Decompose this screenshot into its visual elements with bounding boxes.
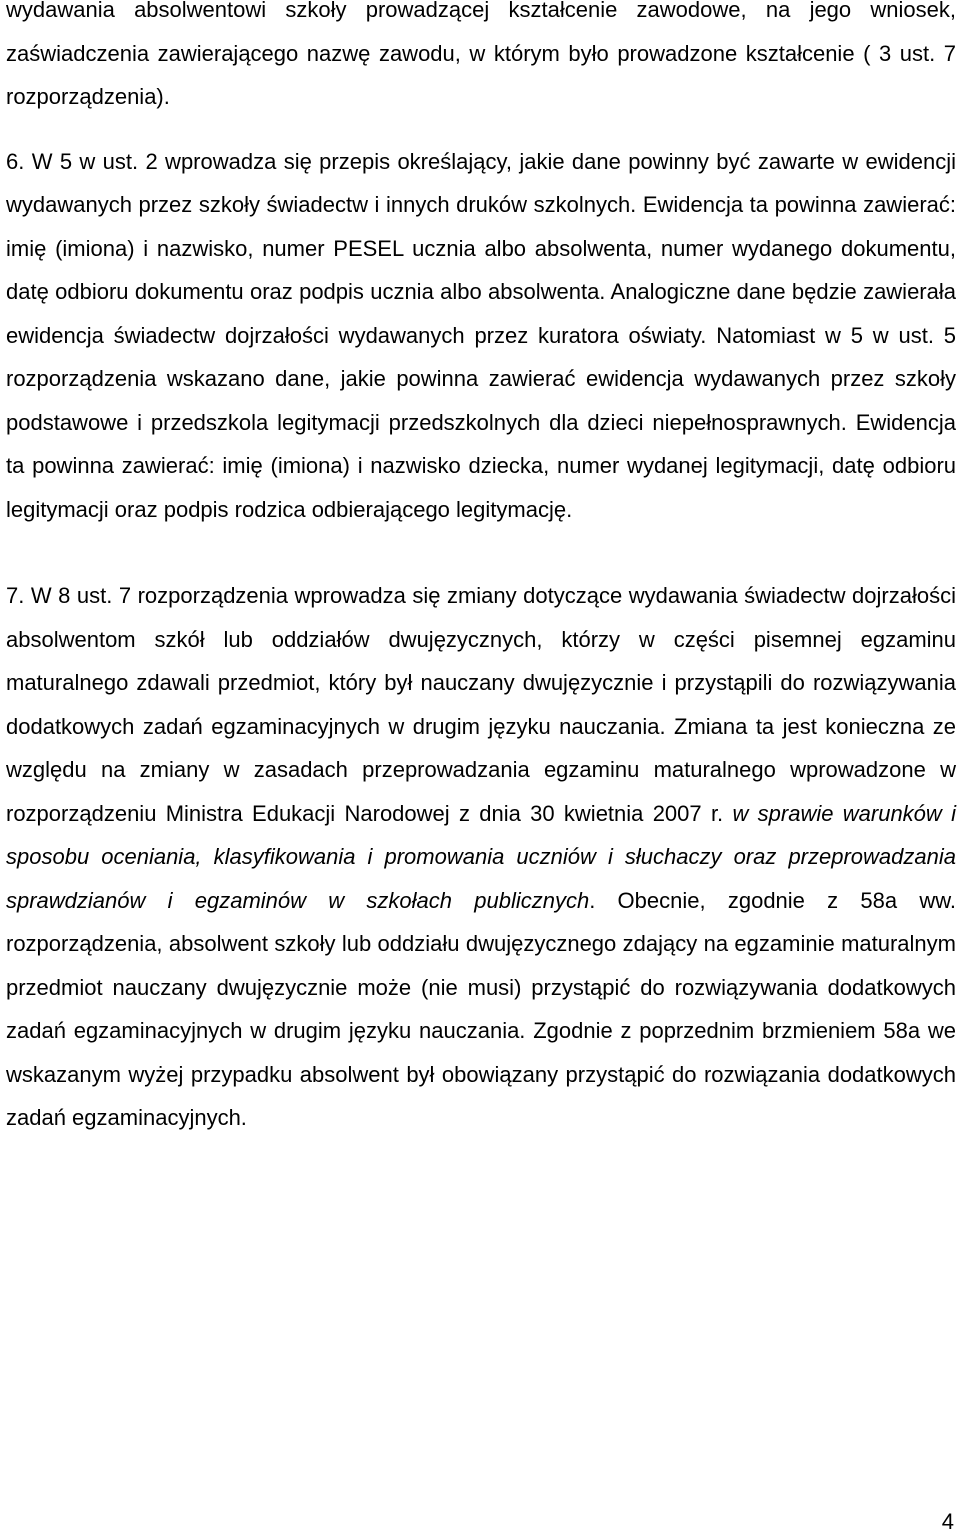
paragraph-7-text-end: . Obecnie, zgodnie z 58a ww. rozporządzenia, absolwent szkoły lub oddziału dwujęzycznego zdający na egzaminie maturalnym przedmiot nauczany dwujęzycznie może (nie musi) przystąpić do rozwiązywania dodatkowych zadań egzaminacyjnych w drugim języku nauczania. Zgodnie z poprzednim brzmieniem 58a we wskazanym wyżej przypadku absolwent był obowiązany przystąpić do rozwiązania dodatkowych zadań egzaminacyjnych. bbox=[6, 887, 957, 1130]
page-number: 4 bbox=[941, 1509, 954, 1534]
regulation-title-italic: w sprawie warunków i sposobu oceniania, klasyfikowania i promowania uczniów i słuchaczy oraz przeprowadzania sprawdzianów i egzaminów w szkołach publicznych bbox=[6, 800, 956, 913]
paragraph-7-text-start: 7. W 8 ust. 7 rozporządzenia wprowadza się zmiany dotyczące wydawania świadectw dojrzałości absolwentom szkół lub oddziałów dwujęzycznych, którzy w części pisemnej egzaminu maturalnego zdawali przedmiot, który był nauczany dwujęzycznie i przystąpili do rozwiązywania dodatkowych zadań egzaminacyjnych w drugim języku nauczania. Zmiana ta jest konieczna ze względu na zmiany w zasadach przeprowadzania egzaminu maturalnego wprowadzone w rozporządzeniu Ministra Edukacji Narodowej z dnia 30 kwietnia 2007 r. bbox=[6, 583, 956, 826]
paragraph-continued: wydawania absolwentowi szkoły prowadzącej kształcenie zawodowe, na jego wniosek, zaświadczenia zawierającego nazwę zawodu, w którym było prowadzone kształcenie ( 3 ust. 7 rozporządzenia). bbox=[6, 0, 956, 109]
paragraph-6: 6. W 5 w ust. 2 wprowadza się przepis określający, jakie dane powinny być zawarte w ewidencji wydawanych przez szkoły świadectw i innych druków szkolnych. Ewidencja ta powinna zawierać: imię (imiona) i nazwisko, numer PESEL ucznia albo absolwenta, numer wydanego dokumentu, datę odbioru dokumentu oraz podpis ucznia albo absolwenta. Analogiczne dane będzie zawierała ewidencja świadectw dojrzałości wydawanych przez kuratora oświaty. Natomiast w 5 w ust. 5 rozporządzenia wskazano dane, jakie powinna zawierać ewidencja wydawanych przez szkoły podstawowe i przedszkola legitymacji przedszkolnych dla dzieci niepełnosprawnych. Ewidencja ta powinna zawierać: imię (imiona) i nazwisko dziecka, numer wydanej legitymacji, datę odbioru legitymacji oraz podpis rodzica odbierającego legitymację. bbox=[6, 148, 956, 522]
paragraph-7 bbox=[6, 574, 956, 1140]
document-page bbox=[6, 0, 956, 1140]
